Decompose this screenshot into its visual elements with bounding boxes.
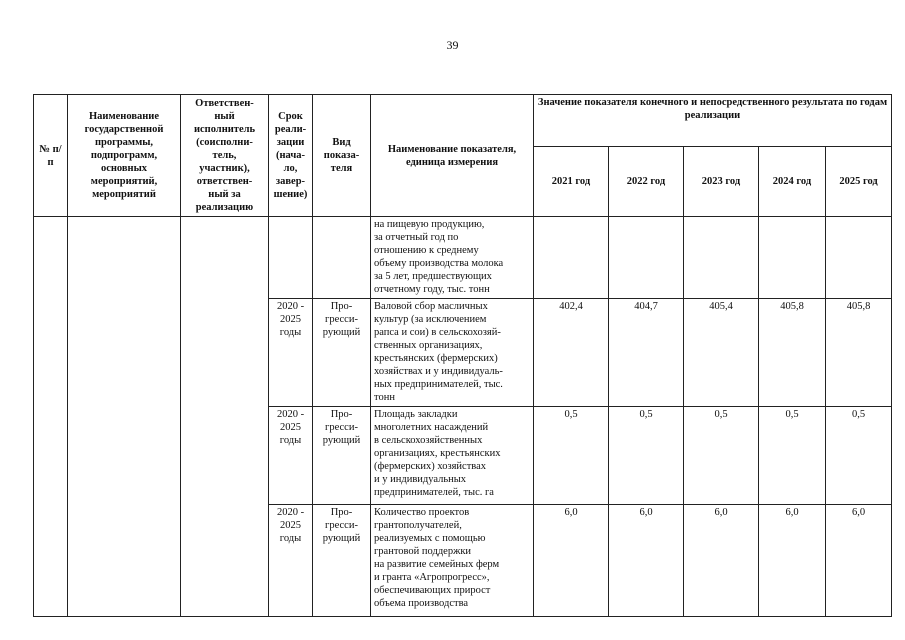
header-indicator-type-line: Вид xyxy=(332,137,351,148)
value-cell-2021: 402,4 xyxy=(534,299,609,407)
header-term-line: (нача- xyxy=(275,150,306,161)
indicator-type-cell xyxy=(313,217,371,299)
term-cell-line: годы xyxy=(279,435,302,446)
value-cell-2025 xyxy=(826,217,892,299)
row-number-cell xyxy=(34,217,68,617)
header-term-line: Срок xyxy=(278,111,303,122)
value-cell-2024 xyxy=(759,217,826,299)
header-values-by-year: Значение показателя конечного и непосредственного результата по годам реализации xyxy=(534,95,892,147)
indicator-name-cell-line: в сельскохозяйственных xyxy=(374,435,483,446)
header-executor-line: участник), xyxy=(199,163,250,174)
indicator-type-cell-line: Про- xyxy=(330,301,353,312)
term-cell xyxy=(269,407,313,505)
indicator-name-cell-line: организациях, крестьянских xyxy=(374,448,501,459)
indicator-type-cell xyxy=(313,505,371,617)
indicator-type-cell xyxy=(313,299,371,407)
header-year-2021: 2021 год xyxy=(534,147,609,217)
indicator-name-cell-line: отчетному году, тыс. тонн xyxy=(374,284,490,295)
indicator-name-cell-line: Валовой сбор масличных xyxy=(374,301,488,312)
header-executor xyxy=(181,95,269,217)
header-executor-line: (соисполни- xyxy=(196,137,253,148)
indicator-type-cell-line: рующий xyxy=(322,327,361,338)
header-term-line: шение) xyxy=(273,189,308,200)
header-indicator-type-line: теля xyxy=(330,163,353,174)
indicator-name-cell-line: грантополучателей, xyxy=(374,520,462,531)
header-indicator-name: Наименование показателя, единица измерения xyxy=(371,95,534,217)
indicator-type-cell-line: гресси- xyxy=(325,422,358,433)
value-cell-2023 xyxy=(684,217,759,299)
indicator-name-cell xyxy=(371,299,534,407)
value-cell-2022 xyxy=(609,217,684,299)
term-cell-line: 2025 xyxy=(280,520,301,531)
term-cell-line: 2020 - xyxy=(276,409,305,420)
indicator-name-cell-line: рапса и сои) в сельскохозяй- xyxy=(374,327,501,338)
term-cell-line: 2020 - xyxy=(276,507,305,518)
header-executor-line: Ответствен- xyxy=(195,98,254,109)
header-year-2023: 2023 год xyxy=(684,147,759,217)
value-cell-2025: 405,8 xyxy=(826,299,892,407)
indicator-name-cell-line: тонн xyxy=(374,392,395,403)
row-program-cell xyxy=(68,217,181,617)
value-cell-2023: 6,0 xyxy=(684,505,759,617)
term-cell-line: годы xyxy=(279,533,302,544)
term-cell xyxy=(269,505,313,617)
header-year-2025: 2025 год xyxy=(826,147,892,217)
value-cell-2025: 0,5 xyxy=(826,407,892,505)
indicator-name-cell-line: грантовой поддержки xyxy=(374,546,472,557)
indicator-name-cell xyxy=(371,217,534,299)
term-cell-line: 2020 - xyxy=(276,301,305,312)
header-term-line: ло, xyxy=(283,163,298,174)
header-executor-line: ответствен- xyxy=(196,176,253,187)
term-cell xyxy=(269,299,313,407)
value-cell-2025: 6,0 xyxy=(826,505,892,617)
header-executor-line: тель, xyxy=(212,150,237,161)
indicator-name-cell-line: за отчетный год по xyxy=(374,232,459,243)
indicator-name-cell-line: ственных организациях, xyxy=(374,340,483,351)
header-year-2022: 2022 год xyxy=(609,147,684,217)
indicator-name-cell-line: (фермерских) хозяйствах xyxy=(374,461,487,472)
header-term-line: зации xyxy=(276,137,305,148)
indicator-name-cell-line: Площадь закладки xyxy=(374,409,458,420)
page-number: 39 xyxy=(446,38,459,52)
indicator-name-cell-line: за 5 лет, предшествующих xyxy=(374,271,492,282)
row-executor-cell xyxy=(181,217,269,617)
header-executor-line: ный за xyxy=(208,189,241,200)
value-cell-2022: 0,5 xyxy=(609,407,684,505)
indicator-type-cell-line: гресси- xyxy=(325,314,358,325)
value-cell-2022: 6,0 xyxy=(609,505,684,617)
value-cell-2024: 0,5 xyxy=(759,407,826,505)
indicator-name-cell-line: хозяйствах и у индивидуаль- xyxy=(374,366,503,377)
indicator-name-cell xyxy=(371,505,534,617)
indicator-name-cell-line: объему производства молока xyxy=(374,258,504,269)
indicator-type-cell xyxy=(313,407,371,505)
header-indicator-type-line: показа- xyxy=(323,150,360,161)
value-cell-2024: 6,0 xyxy=(759,505,826,617)
indicators-table xyxy=(33,94,892,617)
indicator-name-cell-line: на развитие семейных ферм xyxy=(374,559,500,570)
header-term-line: реали- xyxy=(274,124,307,135)
indicator-type-cell-line: Про- xyxy=(330,409,353,420)
value-cell-2022: 404,7 xyxy=(609,299,684,407)
indicator-name-cell-line: объема производства xyxy=(374,598,469,609)
value-cell-2023: 405,4 xyxy=(684,299,759,407)
indicator-name-cell-line: отношению к среднему xyxy=(374,245,479,256)
term-cell-line: 2025 xyxy=(280,314,301,325)
indicator-type-cell-line: рующий xyxy=(322,435,361,446)
indicator-name-cell-line: и у индивидуальных xyxy=(374,474,467,485)
indicator-type-cell-line: гресси- xyxy=(325,520,358,531)
indicator-name-cell-line: на пищевую продукцию, xyxy=(374,219,485,230)
header-year-2024: 2024 год xyxy=(759,147,826,217)
indicator-type-cell-line: Про- xyxy=(330,507,353,518)
indicator-name-cell xyxy=(371,407,534,505)
value-cell-2021: 6,0 xyxy=(534,505,609,617)
indicator-name-cell-line: ных предпринимателей, тыс. xyxy=(374,379,503,390)
indicator-name-cell-line: крестьянских (фермерских) xyxy=(374,353,498,364)
term-cell xyxy=(269,217,313,299)
indicator-name-cell-line: Количество проектов xyxy=(374,507,470,518)
table-row xyxy=(34,217,892,299)
indicator-type-cell-line: рующий xyxy=(322,533,361,544)
header-term-line: завер- xyxy=(275,176,306,187)
header-number: № п/п xyxy=(34,95,68,217)
value-cell-2023: 0,5 xyxy=(684,407,759,505)
header-executor-line: исполнитель xyxy=(193,124,256,135)
indicator-name-cell-line: предпринимателей, тыс. га xyxy=(374,487,494,498)
indicator-name-cell-line: культур (за исключением xyxy=(374,314,487,325)
indicator-name-cell-line: реализуемых с помощью xyxy=(374,533,486,544)
header-indicator-type xyxy=(313,95,371,217)
value-cell-2021: 0,5 xyxy=(534,407,609,505)
value-cell-2024: 405,8 xyxy=(759,299,826,407)
header-term xyxy=(269,95,313,217)
indicator-name-cell-line: многолетних насаждений xyxy=(374,422,489,433)
indicator-name-cell-line: обеспечивающих прирост xyxy=(374,585,491,596)
header-executor-line: реализацию xyxy=(195,202,254,213)
term-cell-line: 2025 xyxy=(280,422,301,433)
term-cell-line: годы xyxy=(279,327,302,338)
value-cell-2021 xyxy=(534,217,609,299)
header-program: Наименование государственной программы, подпрограмм, основных мероприятий, мероприятий xyxy=(68,95,181,217)
indicator-name-cell-line: и гранта «Агропрогресс», xyxy=(374,572,490,583)
header-executor-line: ный xyxy=(214,111,235,122)
